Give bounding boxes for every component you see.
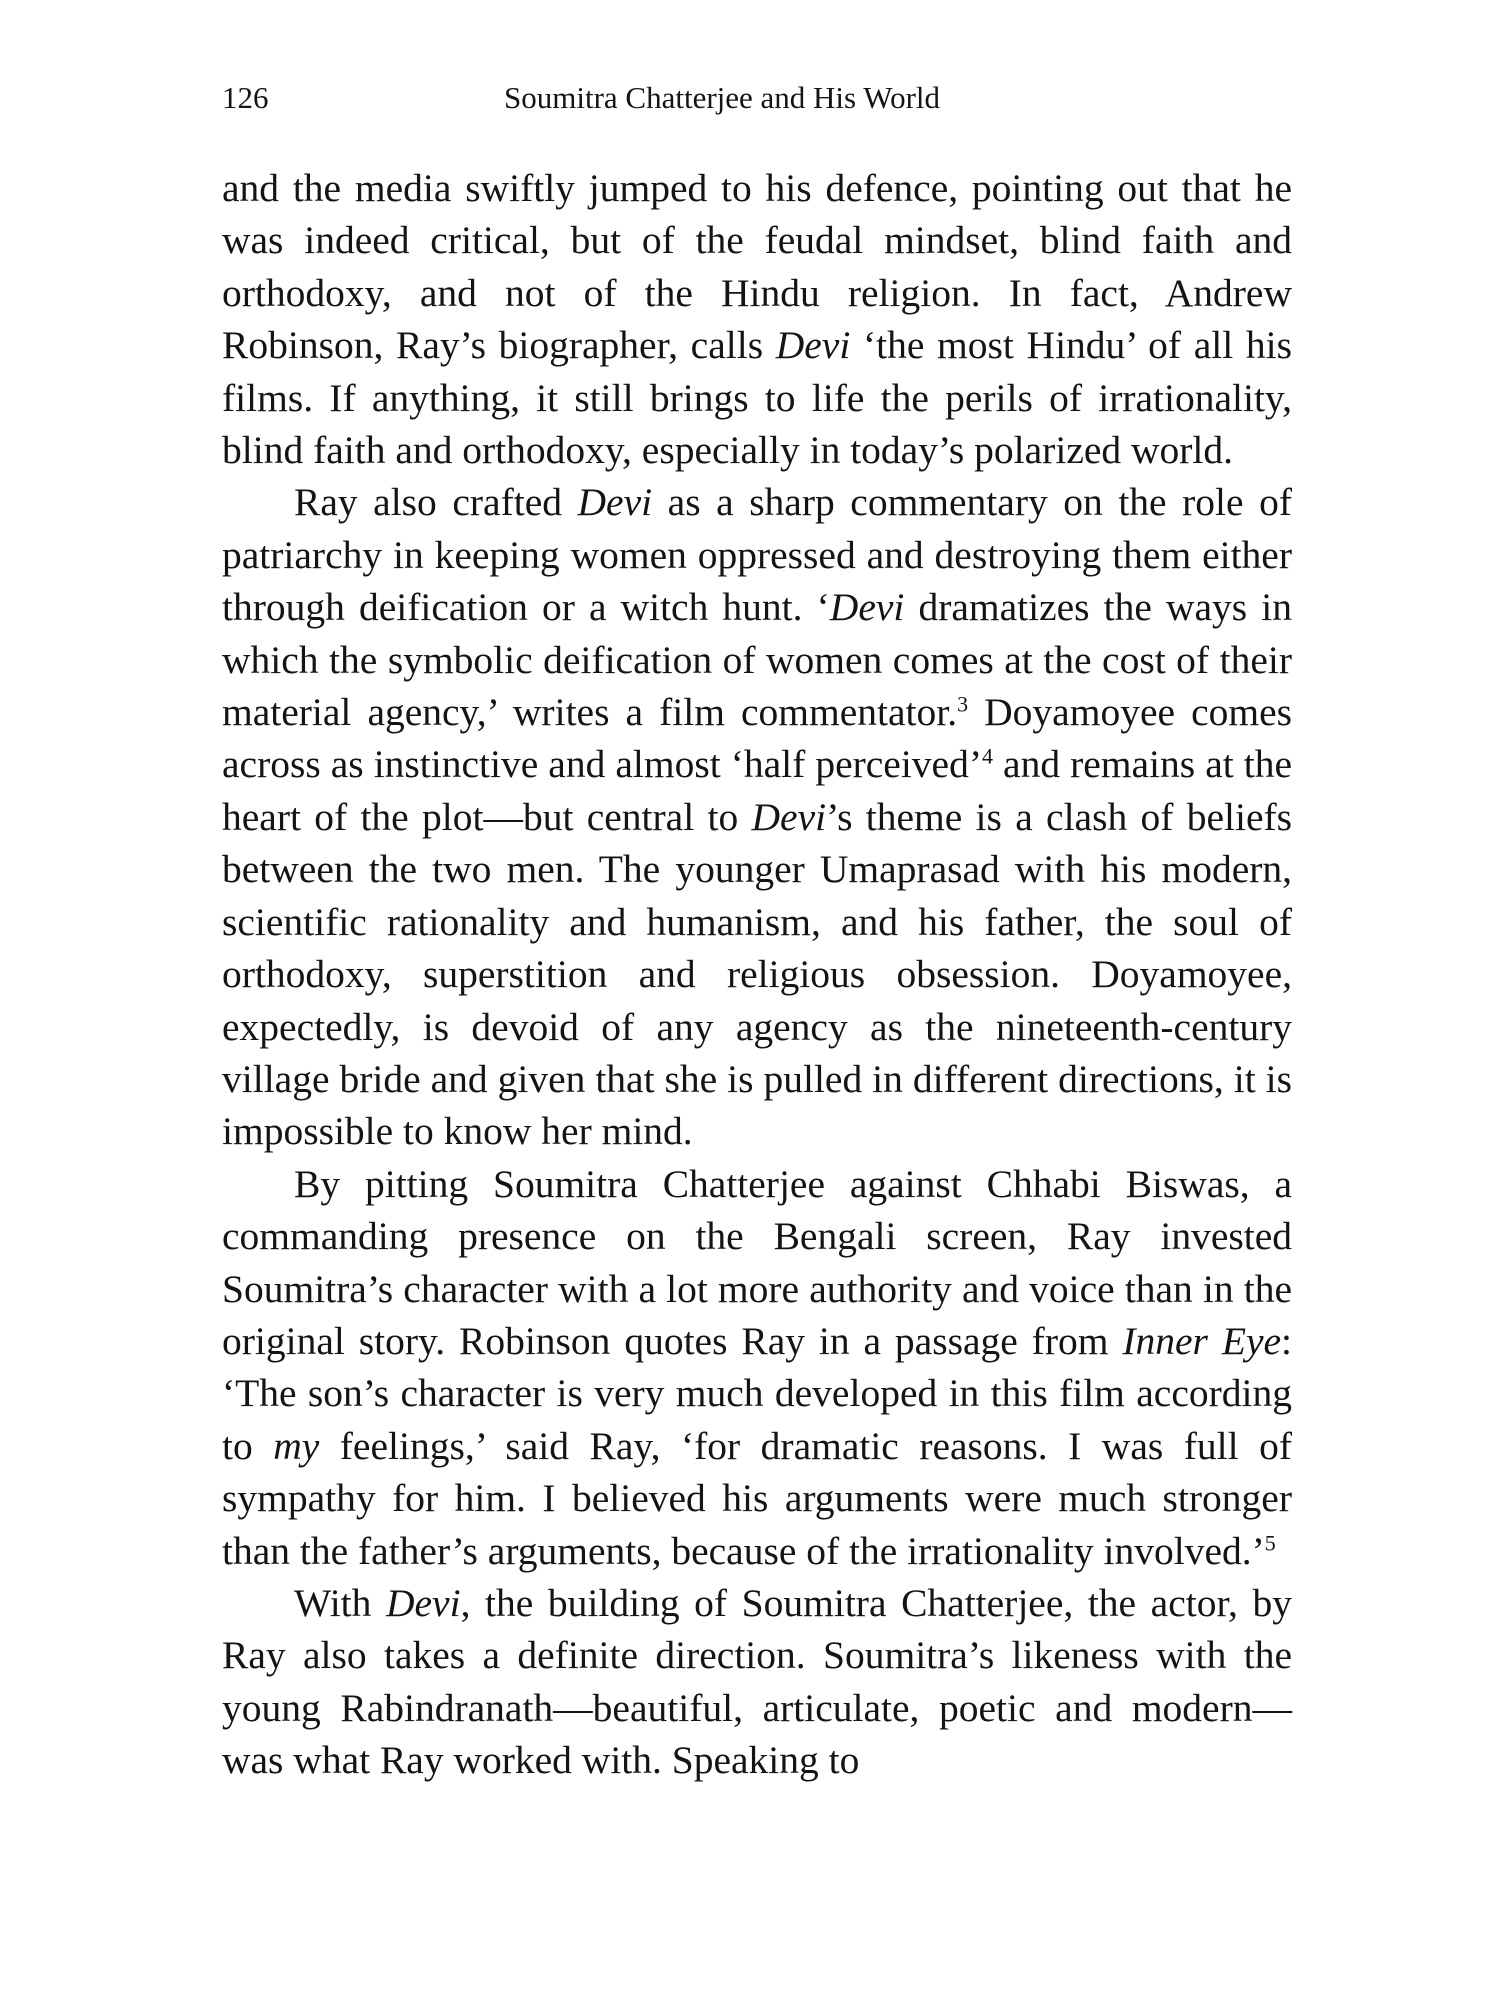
paragraph-text: Ray also crafted bbox=[294, 480, 578, 525]
body-text bbox=[222, 162, 1292, 1787]
paragraph-text: By pitting Soumitra Chatterjee against Chhabi Biswas, a commanding presence on the Bengali screen, Ray invested Soumitra’s character with a lot more authority and voice than in the original story. Robinson quotes Ray in a passage from bbox=[222, 1161, 1292, 1363]
paragraph-text: dramatizes the ways in which the symbolic deification of women comes at the cost of their material agency,’ writes a film commentator. bbox=[222, 585, 1292, 735]
paragraph-3 bbox=[222, 1158, 1292, 1577]
running-head bbox=[222, 68, 1292, 128]
paragraph-text: , the building of Soumitra Chatterjee, the actor, by Ray also takes a definite direction. Soumitra’s likeness with the young Rabindranath—beautiful, articulate, poetic and modern—was what Ray worked with. Speaking to bbox=[222, 1580, 1293, 1783]
paragraph-text: With bbox=[294, 1580, 386, 1625]
film-title: Devi bbox=[829, 585, 905, 630]
film-title: Devi bbox=[775, 323, 851, 368]
paragraph-text: feelings,’ said Ray, ‘for dramatic reasons. I was full of sympathy for him. I believed his arguments were much stronger than the father’s arguments, because of the irrationality involved.’ bbox=[222, 1423, 1292, 1573]
film-title: Devi bbox=[577, 480, 653, 525]
book-title-ref: Inner Eye bbox=[1122, 1318, 1282, 1363]
paragraph-text: as a sharp commentary on the role of patriarchy in keeping women oppressed and destroying them either through deification or a witch hunt. ‘ bbox=[222, 480, 1292, 630]
paragraph-text: : ‘The son’s character is very much developed in this film according to bbox=[222, 1318, 1292, 1468]
page-number: 126 bbox=[222, 80, 269, 115]
footnote-ref: 4 bbox=[982, 743, 993, 769]
paragraph-text: Doyamoyee comes across as instinctive and almost ‘half perceived’ bbox=[222, 690, 1292, 787]
book-title: Soumitra Chatterjee and His World bbox=[504, 80, 941, 115]
footnote-ref: 3 bbox=[957, 691, 969, 717]
footnote-ref: 5 bbox=[1264, 1529, 1276, 1555]
paragraph-text: ‘the most Hindu’ of all his films. If anything, it still brings to life the perils of irrationality, blind faith and orthodoxy, especially in today’s polarized world. bbox=[222, 323, 1292, 473]
paragraph-4 bbox=[222, 1577, 1292, 1787]
film-title: Devi bbox=[751, 794, 827, 839]
paragraph-text: and remains at the heart of the plot—but central to bbox=[222, 742, 1292, 839]
film-title: Devi bbox=[386, 1580, 461, 1625]
paragraph-2 bbox=[222, 476, 1292, 1157]
paragraph-text: and the media swiftly jumped to his defence, pointing out that he was indeed critical, but of the feudal mindset, blind faith and orthodoxy, and not of the Hindu religion. In fact, Andrew Robinson, Ray’s biographer, calls bbox=[222, 166, 1292, 368]
paragraph-text: ’s theme is a clash of beliefs between the two men. The younger Umaprasad with his modern, scientific rationality and humanism, and his father, the soul of orthodoxy, superstition and religious obsession. Doyamoyee, expectedly, is devoid of any agency as the nineteenth-century village bride and given that she is pulled in different directions, it is impossible to know her mind. bbox=[222, 794, 1292, 1154]
paragraph-1 bbox=[222, 162, 1292, 476]
emphasis: my bbox=[273, 1423, 320, 1468]
